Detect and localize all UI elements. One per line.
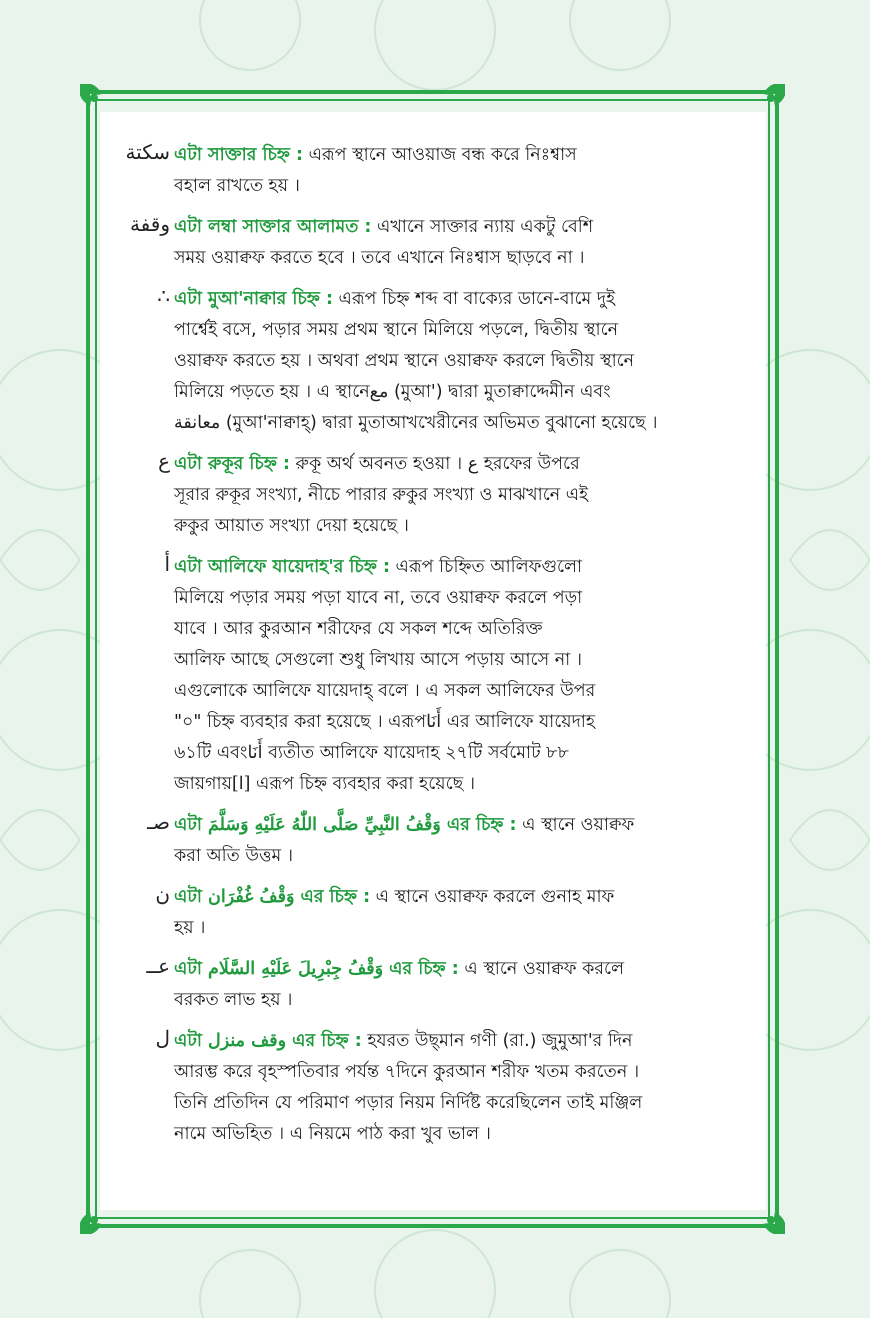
entry-line [174, 707, 760, 738]
entry-heading: এটা আলিফে যায়েদাহ'র চিহ্ন : [174, 557, 390, 577]
entry-text: এরূপ চিহ্ন ব্যবহার করা হয়েছে । [250, 774, 476, 794]
entry-text: জায়গায় [174, 774, 232, 794]
entry-symbol: ل [155, 1026, 170, 1050]
entry-line [174, 769, 760, 800]
arabic-term: [ا] [231, 774, 251, 794]
entry-heading-suffix: এর চিহ্ন : [286, 1031, 362, 1051]
entry-line [174, 243, 760, 274]
entry-line [174, 480, 760, 511]
entry-line [174, 408, 760, 439]
entry-text: বরকত লাভ হয় । [174, 990, 293, 1010]
entry-heading-suffix: এর চিহ্ন : [383, 959, 459, 979]
entry-line [174, 1026, 760, 1057]
entry-line [174, 841, 760, 872]
entry-text: তিনি প্রতিদিন যে পরিমাণ পড়ার নিয়ম নির্দিষ্ট করেছিলেন তাই মঞ্জিল [174, 1093, 643, 1113]
entry-text: এগুলোকে আলিফে যায়েদাহ্ বলে । এ সকল আলিফের উপর [174, 681, 596, 701]
entry-text: আরম্ভ করে বৃহস্পতিবার পর্যন্ত ৭দিনে কুরআন শরীফ খতম করতেন । [174, 1062, 640, 1082]
arabic-term: مع [369, 382, 389, 402]
entry-line [174, 511, 760, 542]
entry-text: এরূপ চিহ্ন শব্দ বা বাক্যের ডানে-বামে দুই [332, 289, 616, 309]
entry [110, 212, 760, 274]
entry-text: পার্শ্বেই বসে, পড়ার সময় প্রথম স্থানে মিলিয়ে পড়লে, দ্বিতীয় স্থানে [174, 320, 619, 340]
entry-line [174, 954, 760, 985]
entry-text: এ স্থানে ওয়াক্বফ করলে [458, 959, 625, 979]
entry-text: রুকূ অর্থ অবনত হওয়া । ع হরফের উপরে [289, 454, 580, 474]
entry-text: এরূপ স্থানে আওয়াজ বন্ধ করে নিঃশ্বাস [303, 145, 577, 165]
entry [110, 449, 760, 542]
entry-line [174, 676, 760, 707]
entry-heading: এটা [174, 815, 209, 835]
entry-heading: এটা রুকূর চিহ্ন : [174, 454, 290, 474]
entry-line [174, 614, 760, 645]
entry-text: সূরার রুকূর সংখ্যা, নীচে পারার রুকুর সংখ্যা ও মাঝখানে এই [174, 485, 589, 505]
entry-line [174, 212, 760, 243]
entry-line [174, 315, 760, 346]
entry-text: ৬১টি এবং [174, 743, 248, 763]
entry [110, 140, 760, 202]
entry [110, 1026, 760, 1150]
entry-text: এর আলিফে যায়েদাহ [441, 712, 596, 732]
entry-text: হয় । [174, 918, 206, 938]
entry-line [174, 810, 760, 841]
entry-text: ব্যতীত আলিফে যায়েদাহ ২৭টি সর্বমোট ৮৮ [262, 743, 569, 763]
entry-heading: এটা মুআ'নাক্বার চিহ্ন : [174, 289, 333, 309]
entry-text: মিলিয়ে পড়ার সময় পড়া যাবে না, তবে ওয়াক্বফ করলে পড়া [174, 588, 583, 608]
entry-text: আলিফ আছে সেগুলো শুধু লিখায় আসে পড়ায় আসে না । [174, 650, 583, 670]
entry-line [174, 284, 760, 315]
entry-text: বহাল রাখতে হয় । [174, 176, 300, 196]
entry-line [174, 1057, 760, 1088]
entry-symbol: ع [158, 449, 170, 473]
entry-line [174, 1119, 760, 1150]
entry-text: (মুআ'নাক্বাহ্) দ্বারা মুতাআখখেরীনের অভিমত বুঝানো হয়েছে । [220, 413, 658, 433]
entry [110, 810, 760, 872]
entry-text: করা অতি উত্তম । [174, 846, 294, 866]
entry-symbol: وقفة [129, 212, 170, 236]
entry-heading-suffix: এর চিহ্ন : [294, 887, 371, 907]
entry-text: হযরত উছ্মান গণী (রা.) জুমুআ'র দিন [361, 1031, 633, 1051]
arabic-term: وَقْفُ جِبْرِيلَ عَلَيْهِ السَّلَام [208, 959, 384, 979]
entry-line [174, 377, 760, 408]
entry-symbol: ن [155, 882, 170, 906]
entry [110, 882, 760, 944]
arabic-term: أَنَا [247, 743, 263, 763]
entry-text: এখানে সাক্তার ন্যায় একটু বেশি [371, 217, 594, 237]
entry-text: রুকুর আয়াত সংখ্যা দেয়া হয়েছে । [174, 516, 409, 536]
entry-line [174, 583, 760, 614]
entry-line [174, 645, 760, 676]
entry-text: এরূপ চিহ্নিত আলিফগুলো [389, 557, 583, 577]
entry-heading: এটা [174, 959, 209, 979]
arabic-term: أَنَا [426, 712, 442, 732]
entry-heading: এটা [174, 887, 209, 907]
entry-heading-suffix: এর চিহ্ন : [440, 815, 517, 835]
entry-text: যাবে । আর কুরআন শরীফের যে সকল শব্দে অতিরিক্ত [174, 619, 543, 639]
entry [110, 284, 760, 439]
arabic-term: وَقْفُ النَّبِيِّ صَلَّى اللّٰهُ عَلَيْهِ وَسَلَّمَ [208, 815, 441, 835]
arabic-term: وَقْفُ غُفْرَان [208, 887, 295, 907]
entry-line [174, 1088, 760, 1119]
entry-line [174, 346, 760, 377]
entry-line [174, 738, 760, 769]
entry-symbol: ∴ [157, 284, 170, 308]
entry-text: (মুআ') দ্বারা মুতাক্বাদ্দেমীন এবং [388, 382, 611, 402]
entry-text: সময় ওয়াক্বফ করতে হবে । তবে এখানে নিঃশ্বাস ছাড়বে না । [174, 248, 585, 268]
entry-line [174, 985, 760, 1016]
entry-line [174, 140, 760, 171]
entry-heading: এটা সাক্তার চিহ্ন : [174, 145, 304, 165]
entry-heading: এটা লম্বা সাক্তার আলামত : [174, 217, 372, 237]
entry-line [174, 171, 760, 202]
entry-symbol: عــ [146, 954, 170, 978]
entry-line [174, 913, 760, 944]
entry-text: নামে অভিহিত । এ নিয়মে পাঠ করা খুব ভাল । [174, 1124, 491, 1144]
entry-text: এ স্থানে ওয়াক্বফ করলে গুনাহ মাফ [370, 887, 615, 907]
entry-line [174, 882, 760, 913]
entry [110, 552, 760, 800]
entry-text: ওয়াক্বফ করতে হয় । অথবা প্রথম স্থানে ওয়াক্বফ করলে দ্বিতীয় স্থানে [174, 351, 635, 371]
content [110, 140, 760, 1160]
entry-text: মিলিয়ে পড়তে হয় । এ স্থানে [174, 382, 370, 402]
arabic-term: معانقة [174, 413, 221, 433]
entry-line [174, 552, 760, 583]
entry-line [174, 449, 760, 480]
arabic-term: وقف منزل [208, 1031, 287, 1051]
entry-heading: এটা [174, 1031, 209, 1051]
entry-symbol: أ [164, 552, 170, 576]
entry-text: এ স্থানে ওয়াক্বফ [516, 815, 635, 835]
entry-symbol: سكتة [125, 140, 170, 164]
entry-symbol: صـ [147, 810, 170, 834]
entry [110, 954, 760, 1016]
entry-text: "০" চিহ্ন ব্যবহার করা হয়েছে । এরূপ [174, 712, 427, 732]
